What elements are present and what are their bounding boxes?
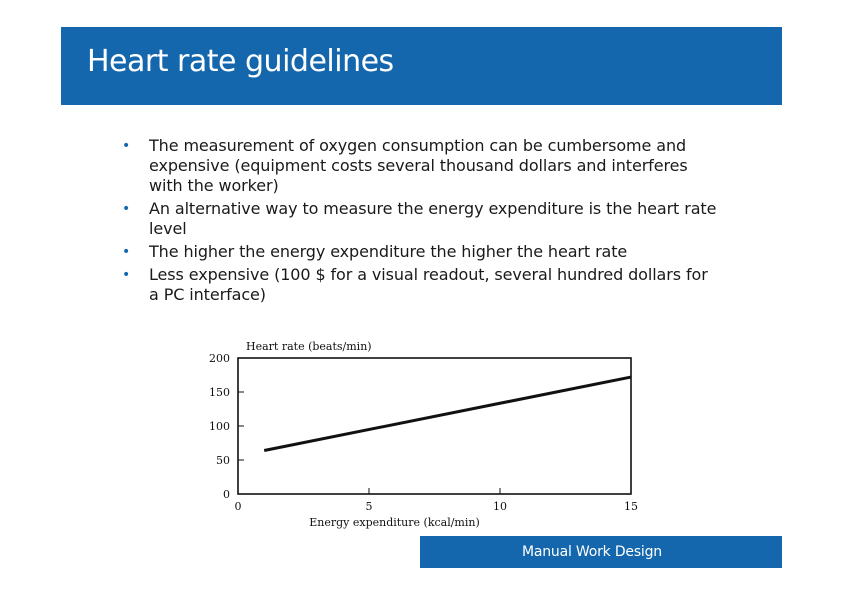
series-line-0 <box>264 377 631 450</box>
y-tick-label: 0 <box>223 488 230 501</box>
bullet-text: Less expensive (100 $ for a visual readout, several hundred dollars for a PC interface) <box>149 265 708 304</box>
x-tick-label: 5 <box>365 500 373 513</box>
bullet-text: The measurement of oxygen consumption can be cumbersome and expensive (equipment costs several thousand dollars and interferes with the worker) <box>149 136 688 195</box>
plot-frame <box>238 358 631 494</box>
y-tick-label: 50 <box>216 454 230 467</box>
footer-bar <box>420 536 782 568</box>
bullet-item <box>120 242 720 262</box>
tick-group <box>209 352 638 513</box>
series-group <box>264 377 631 450</box>
slide-title: Heart rate guidelines <box>87 44 394 79</box>
bullet-text: An alternative way to measure the energy expenditure is the heart rate level <box>149 199 717 238</box>
x-tick-label: 10 <box>493 500 507 513</box>
x-tick-label: 15 <box>624 500 638 513</box>
bullet-list <box>120 136 720 308</box>
x-tick-label: 0 <box>234 500 242 513</box>
heart-rate-chart <box>195 330 665 540</box>
title-bar <box>61 27 782 105</box>
footer-label: Manual Work Design <box>522 544 662 560</box>
bullet-marker-icon: • <box>122 244 131 260</box>
chart-svg <box>195 330 665 540</box>
bullet-item <box>120 199 720 239</box>
bullet-marker-icon: • <box>122 201 131 217</box>
y-tick-label: 200 <box>209 352 230 365</box>
y-tick-label: 100 <box>209 420 230 433</box>
y-axis-label: Heart rate (beats/min) <box>246 340 372 353</box>
x-axis-label: Energy expenditure (kcal/min) <box>309 516 480 529</box>
bullet-marker-icon: • <box>122 138 131 154</box>
y-tick-label: 150 <box>209 386 230 399</box>
bullet-item <box>120 265 720 305</box>
bullet-item <box>120 136 720 196</box>
bullet-text: The higher the energy expenditure the higher the heart rate <box>149 242 628 261</box>
bullet-marker-icon: • <box>122 267 131 283</box>
